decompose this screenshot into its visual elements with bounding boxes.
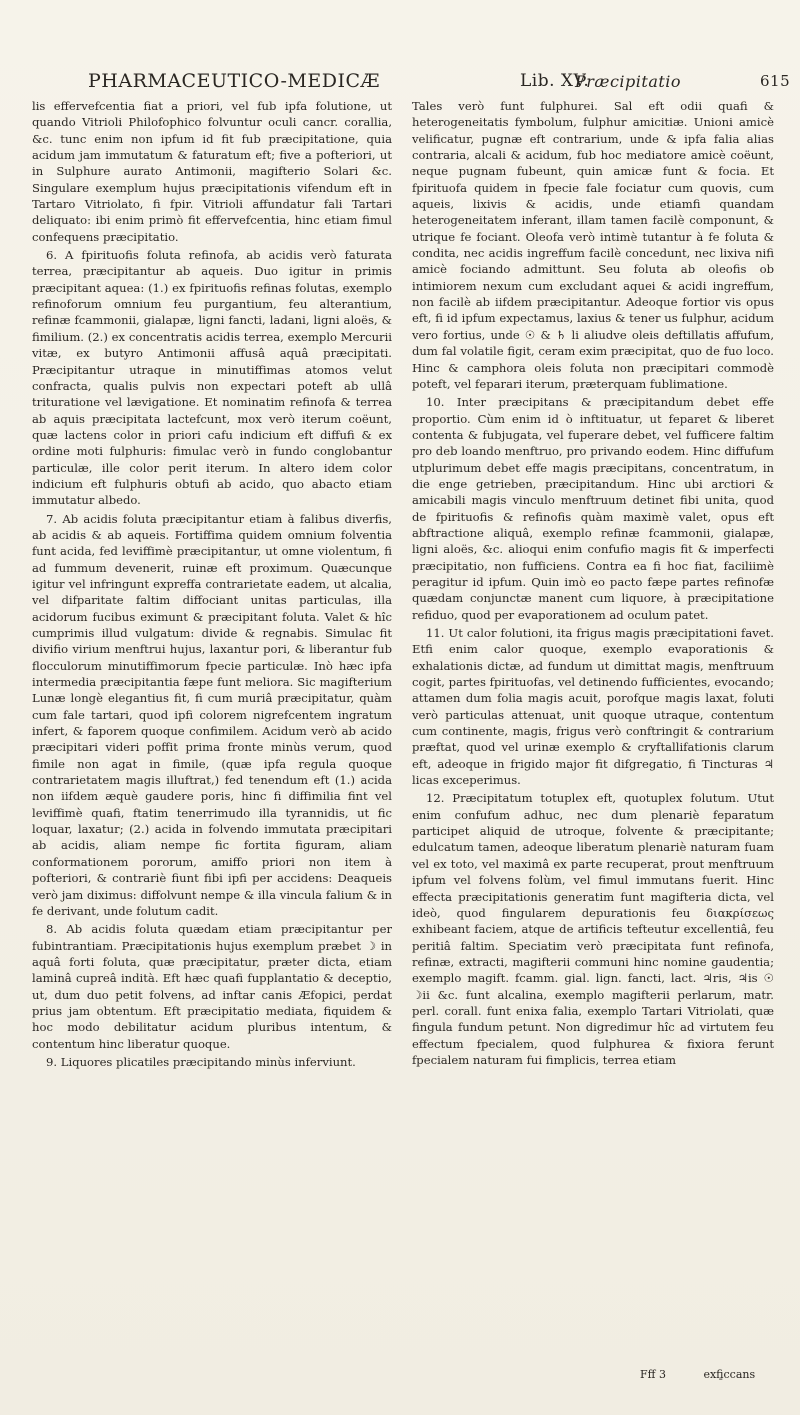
page-number: 615 bbox=[760, 72, 791, 90]
paragraph: 9. Liquores plicatiles præcipitando minùs inferviunt. bbox=[46, 1054, 356, 1069]
catchword: exfi̱ccans bbox=[703, 1368, 756, 1381]
paragraph: 12. Præcipitatum totuplex eft, quotuplex folutum. Utut enim confufum adhuc, nec dum plenariè feparatum participet aliquid de utroque, folvente & præcipitante; edulcatum tamen, adeoque liberatum plenariè naturam fuam vel ex toto, vel maximâ ex parte recuperat, prout menftruum ipfum vel folvens folùm, vel fimul immutans fuerit. Hinc effecta præcipitationis generatim funt magifteria dicta, vel ideò, quod fingularem depurationis feu διακρίσεως exhibeant faciem, atque de artificis tefteutur excellentiâ, feu peritiâ faltim. Speciatim verò præcipitata funt refinofa, refinæ, extracti, magifterii communi hinc nomine gaudentia; exemplo magift. fcamm. gial. lign. fancti, lact. ♃ris, ♃is ☉ ☽ii &c. funt alcalina, exemplo magifterii perlarum, matr. perl. corall. funt enixa falia, exemplo Tartari Vitriolati, quæ fingula fundum petunt. Non digredimur hîc ad virtutem feu effectum fpecialem, quod fulphurea & fixiora ferunt fpecialem naturam fui fimplicis, terrea etiam bbox=[412, 791, 774, 1067]
paragraph: 8. Ab acidis foluta quædam etiam præcipitantur per fubintrantiam. Præcipitationis hujus exemplum præbet ☽ in aquâ forti foluta, quæ præcipitatur, præter dicta, etiam laminâ cupreâ indità. Eft hæc quafi fupplantatio & deceptio, ut, dum duo petit folvens, ad inftar canis Æfopici, perdat prius jam obtentum. Eft præcipitatio mediata, fiquidem & hoc modo debilitatur acidum pluribus intentum, & contentum hinc liberatur quoque. bbox=[32, 922, 392, 1051]
paragraph: 11. Ut calor folutioni, ita frigus magis præcipitationi favet. Etfi enim calor quoque, exemplo evaporationis & exhalationis dictæ, ad fundum ut dimittat magis, menftruum cogit, partes fpirituofas, vel detinendo fufficientes, evocando; attamen dum folia magis acuit, porofque magis laxat, foluti verò particulas attenuat, unit quoque utraque, contentum cum continente, magis, frigus verò conftringit & contrarium præftat, quod vel urinæ exemplo & cryftallifationis clarum eft, adeoque in frigido major fit difgregatio, fi Tincturas ♃ licas exceperimus. bbox=[412, 626, 774, 788]
paragraph: 6. A fpirituofis foluta refinofa, ab acidis verò faturata terrea, præcipitantur ab aqueis. Duo igitur in primis præcipitant aquea: (1.) ex fpirituofis refinas folutas, exemplo refinoforum omnium feu purgantium, feu alterantium, refinæ fcammonii, gialapæ, ligni fancti, ladani, ligni aloës, & fimilium. (2.) ex concentratis acidis terrea, exemplo Mercurii vitæ, ex butyro Antimonii affusâ aquâ præcipitati. Præcipitantur utraque in minutiffimas atomos velut confracta, qualis pulvis non expectari poteft ab ullâ trituratione vel lævigatione. Et nominatim refinofa & terrea ab aquis præcipitata lactefcunt, mox verò iterum coëunt, quæ lactens color in priori cafu indicium eft diffufi & ex ordine moti fulphuris: fimulac verò in fundo conglobantur particulæ, ille color perit iterum. In altero idem color indicium eft fulphuris obtufi ab acido, quo abacto etiam immutatur albedo. bbox=[32, 248, 392, 508]
paragraph: lis effervefcentia fiat a priori, vel fub ipfa folutione, ut quando Vitrioli Philofophico folvuntur oculi cancr. corallia, &c. tunc enim non ipfum id fit fub præcipitatione, quia acidum jam immutatum & faturatum eft; five a pofteriori, ut in Sulphure aurato Antimonii, magifterio Solari &c. Singulare exemplum hujus præcipitationis vifendum eft in Tartaro Vitriolato, fi fpir. Vitrioli affundatur fali Tartari deliquato: ibi enim primò fit effervefcentia, hinc etiam fimul confequens præcipitatio. bbox=[32, 99, 392, 244]
paragraph: 10. Inter præcipitans & præcipitandum debet effe proportio. Cùm enim id ò inftituatur, ut feparet & liberet contenta & fubjugata, vel fuperare debet, vel fufficere faltim pro deb loando menftruo, pro privando eodem. Hinc diffufum utplurimum debet effe magis præcipitans, concentratum, in die enge getrieben, præcipitandum. Hinc ubi arctiori & amicabili magis vinculo menftruum detinet fibi unita, quod de fpirituofis & refinofis quàm maximè valet, opus eft abftractione aliquâ, exemplo refinæ fcammonii, gialapæ, ligni aloës, &c. alioqui enim confufio magis fit & imperfecti præcipitatio, non fufficiens. Contra ea fi hoc fiat, faciliimè peragitur id ipfum. Quin imò eo pacto fæpe partes refinofæ quædam conjunctæ manent cum liquore, à præcipitatione refiduo, quod per evaporationem ad oculum patet. bbox=[412, 395, 774, 622]
running-header bbox=[30, 70, 791, 98]
left-column bbox=[32, 98, 392, 1378]
right-column bbox=[412, 98, 774, 1378]
paragraph: Tales verò funt fulphurei. Sal eft odii quafi & heterogeneitatis fymbolum, fulphur amicitiæ. Unioni amicè velificatur, pugnæ eft contrarium, unde & ipfa falia alias contraria, alcali & acidum, fub hoc mediatore amicè coëunt, neque pugnam fubeunt, quin amicæ funt & focia. Et fpirituofa quidem in fpecie fale fociatur cum quovis, cum aqueis, lixivis & acidis, unde etiamfi quandam heterogeneitatem inferant, illam tamen facilè componunt, & utrique fe fociant. Oleofa verò intimè tutantur à fe foluta & condita, nec acidis ingreffum facilè concedunt, nec lixiva nifi amicè fociando admittunt. Seu foluta ab oleofis ob intimiorem nexum cum excludant aquei & acidi ingreffum, non facilè ab iifdem præcipitantur. Adeoque fortior vis opus eft, fi id ipfum expectamus, laxius & tener us fulphur, acidum vero fortius, unde ☉ & ♄ li aliudve oleis deftillatis affufum, dum fal volatile figit, ceram exim præcipitat, quo de fuo loco. Hinc & camphora oleis foluta non præcipitari commodè poteft, vel feparari iterum, præterquam fublimatione. bbox=[412, 99, 774, 391]
page-footer bbox=[640, 1368, 755, 1381]
book-section: Lib. XV. bbox=[520, 71, 590, 91]
running-title: PHARMACEUTICO-MEDICÆ bbox=[88, 70, 381, 92]
chapter-title: Præcipitatio bbox=[575, 72, 682, 91]
paragraph: 7. Ab acidis foluta præcipitantur etiam à falibus diverfis, ab acidis & ab aqueis. Fortiffima quidem omnium folventia funt acida, fed leviffimè præcipitantur, ut omne violentum, fi ad fummum devenerit, ruinæ eft proximum. Quæcunque igitur vel infringunt expreffa contrarietate eadem, ut alcalia, vel difparitate faltim diffociant unitas particulas, illa acidorum fucibus eximunt & præcipitant foluta. Valet & hîc cumprimis illud vulgatum: divide & regnabis. Simulac fit divifio virium menftrui hujus, laxantur pori, & liberantur fub flocculorum minutiffimorum fpecie particulæ. Inò hæc ipfa intermedia præcipitantia fæpe funt meliora. Sic magifterium Lunæ longè elegantius fit, fi cum muriâ præcipitatur, quàm cum fale tartari, quod ipfi colorem nigrefcentem ingratum infert, & faporem quoque confimilem. Acidum verò ab acido præcipitari videri poffit prima fronte minùs verum, quod fimile non agat in fimile, (quæ ipfa regula quoque contrarietatem magis illuftrat,) fed tenendum eft (1.) acida non iifdem æquè gaudere poris, hinc fi diffimilia fint vel leviffimè quafi, ftatim tenerrimudo illa tyrannidis, ut fic loquar, laxatur; (2.) acida in folvendo immutata præcipitari ab acidis, aliam nempe fic fortita figuram, aliam conformationem pororum, amiffo priori non item à pofteriori, & contrariè fiunt fibi ipfi per accidens: Deaqueis verò jam diximus: diffolvunt nempe & illa vincula falium & in fe derivant, unde folutum cadit. bbox=[32, 511, 392, 918]
signature-mark: Fff 3 bbox=[640, 1368, 666, 1381]
